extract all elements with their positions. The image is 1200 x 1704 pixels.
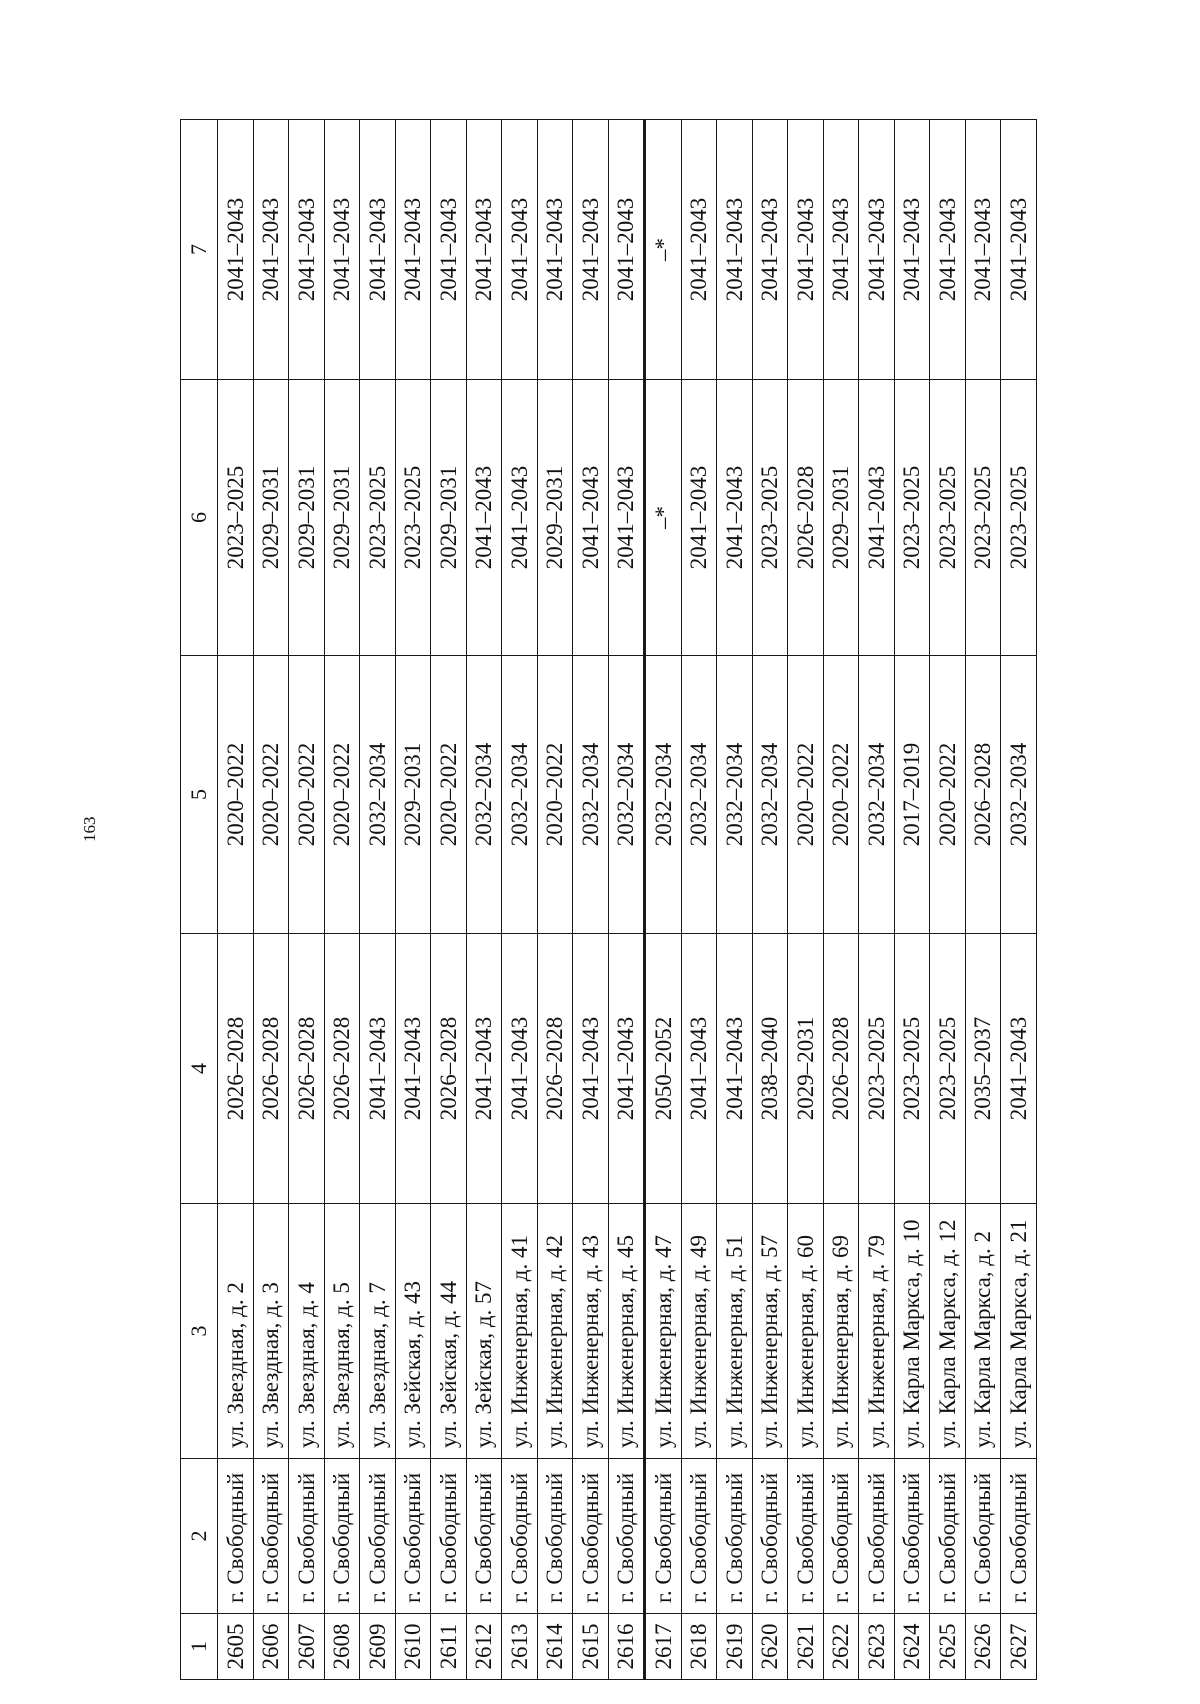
period-cell-4: 2026–2028 [324, 934, 360, 1204]
row-number-cell: 2612 [466, 1614, 502, 1680]
address-cell: ул. Инженерная, д. 45 [608, 1204, 645, 1459]
period-cell-6: 2023–2025 [360, 380, 396, 656]
header-cell: 3 [181, 1204, 218, 1459]
row-number-cell: 2608 [324, 1614, 360, 1680]
period-cell-4: 2023–2025 [859, 934, 895, 1204]
city-cell: г. Свободный [218, 1459, 254, 1614]
period-cell-4: 2038–2040 [752, 934, 788, 1204]
city-cell: г. Свободный [930, 1459, 966, 1614]
period-cell-7: 2041–2043 [965, 120, 1001, 380]
row-number-cell: 2619 [717, 1614, 753, 1680]
table-row [218, 120, 254, 1680]
schedule-table [180, 119, 1037, 1680]
period-cell-4: 2041–2043 [395, 934, 431, 1204]
row-number-cell: 2621 [788, 1614, 824, 1680]
table-row [289, 120, 325, 1680]
period-cell-4: 2026–2028 [537, 934, 573, 1204]
period-cell-5: 2020–2022 [537, 656, 573, 934]
table-row [788, 120, 824, 1680]
period-cell-7: 2041–2043 [608, 120, 645, 380]
city-cell: г. Свободный [681, 1459, 717, 1614]
period-cell-4: 2026–2028 [823, 934, 859, 1204]
period-cell-6: 2029–2031 [253, 380, 289, 656]
period-cell-6: 2023–2025 [965, 380, 1001, 656]
period-cell-5: 2032–2034 [608, 656, 645, 934]
city-cell: г. Свободный [1001, 1459, 1037, 1614]
period-cell-6: 2029–2031 [431, 380, 467, 656]
period-cell-5: 2029–2031 [395, 656, 431, 934]
period-cell-7: 2041–2043 [681, 120, 717, 380]
period-cell-4: 2041–2043 [573, 934, 609, 1204]
table-row [681, 120, 717, 1680]
table-row [717, 120, 753, 1680]
table-row [1001, 120, 1037, 1680]
period-cell-6: 2041–2043 [717, 380, 753, 656]
period-cell-5: 2032–2034 [360, 656, 396, 934]
table-row [360, 120, 396, 1680]
period-cell-6: 2026–2028 [788, 380, 824, 656]
period-cell-6: 2023–2025 [930, 380, 966, 656]
period-cell-4: 2023–2025 [894, 934, 930, 1204]
table-row [965, 120, 1001, 1680]
period-cell-7: –* [645, 120, 682, 380]
address-cell: ул. Зейская, д. 57 [466, 1204, 502, 1459]
period-cell-4: 2026–2028 [253, 934, 289, 1204]
row-number-cell: 2611 [431, 1614, 467, 1680]
period-cell-7: 2041–2043 [573, 120, 609, 380]
period-cell-5: 2032–2034 [573, 656, 609, 934]
address-cell: ул. Инженерная, д. 43 [573, 1204, 609, 1459]
period-cell-6: 2023–2025 [894, 380, 930, 656]
period-cell-6: –* [645, 380, 682, 656]
period-cell-7: 2041–2043 [859, 120, 895, 380]
period-cell-5: 2020–2022 [324, 656, 360, 934]
period-cell-4: 2041–2043 [681, 934, 717, 1204]
address-cell: ул. Инженерная, д. 41 [502, 1204, 538, 1459]
address-cell: ул. Карла Маркса, д. 2 [965, 1204, 1001, 1459]
period-cell-7: 2041–2043 [537, 120, 573, 380]
row-number-cell: 2622 [823, 1614, 859, 1680]
period-cell-6: 2023–2025 [1001, 380, 1037, 656]
period-cell-7: 2041–2043 [1001, 120, 1037, 380]
table-row [395, 120, 431, 1680]
row-number-cell: 2626 [965, 1614, 1001, 1680]
table-row [502, 120, 538, 1680]
period-cell-4: 2041–2043 [1001, 934, 1037, 1204]
table-row [466, 120, 502, 1680]
period-cell-5: 2032–2034 [466, 656, 502, 934]
header-cell: 2 [181, 1459, 218, 1614]
address-cell: ул. Зейская, д. 43 [395, 1204, 431, 1459]
row-number-cell: 2620 [752, 1614, 788, 1680]
address-cell: ул. Инженерная, д. 51 [717, 1204, 753, 1459]
header-cell: 5 [181, 656, 218, 934]
row-number-cell: 2624 [894, 1614, 930, 1680]
table-row [431, 120, 467, 1680]
city-cell: г. Свободный [253, 1459, 289, 1614]
city-cell: г. Свободный [324, 1459, 360, 1614]
table-row [537, 120, 573, 1680]
row-number-cell: 2614 [537, 1614, 573, 1680]
period-cell-6: 2023–2025 [218, 380, 254, 656]
table-row [823, 120, 859, 1680]
period-cell-4: 2026–2028 [218, 934, 254, 1204]
address-cell: ул. Инженерная, д. 60 [788, 1204, 824, 1459]
period-cell-4: 2026–2028 [431, 934, 467, 1204]
period-cell-7: 2041–2043 [289, 120, 325, 380]
period-cell-7: 2041–2043 [752, 120, 788, 380]
header-cell: 1 [181, 1614, 218, 1680]
period-cell-7: 2041–2043 [466, 120, 502, 380]
header-row [181, 120, 218, 1680]
row-number-cell: 2609 [360, 1614, 396, 1680]
period-cell-6: 2041–2043 [681, 380, 717, 656]
city-cell: г. Свободный [431, 1459, 467, 1614]
period-cell-5: 2032–2034 [681, 656, 717, 934]
period-cell-5: 2032–2034 [502, 656, 538, 934]
row-number-cell: 2625 [930, 1614, 966, 1680]
period-cell-6: 2041–2043 [502, 380, 538, 656]
period-cell-7: 2041–2043 [930, 120, 966, 380]
city-cell: г. Свободный [823, 1459, 859, 1614]
header-cell: 6 [181, 380, 218, 656]
period-cell-6: 2029–2031 [823, 380, 859, 656]
period-cell-4: 2041–2043 [608, 934, 645, 1204]
period-cell-4: 2041–2043 [466, 934, 502, 1204]
table-row [324, 120, 360, 1680]
row-number-cell: 2613 [502, 1614, 538, 1680]
row-number-cell: 2610 [395, 1614, 431, 1680]
address-cell: ул. Инженерная, д. 42 [537, 1204, 573, 1459]
period-cell-4: 2029–2031 [788, 934, 824, 1204]
period-cell-5: 2032–2034 [1001, 656, 1037, 934]
period-cell-5: 2020–2022 [253, 656, 289, 934]
address-cell: ул. Инженерная, д. 69 [823, 1204, 859, 1459]
address-cell: ул. Инженерная, д. 47 [645, 1204, 682, 1459]
period-cell-7: 2041–2043 [360, 120, 396, 380]
row-number-cell: 2623 [859, 1614, 895, 1680]
row-number-cell: 2605 [218, 1614, 254, 1680]
period-cell-7: 2041–2043 [823, 120, 859, 380]
city-cell: г. Свободный [502, 1459, 538, 1614]
address-cell: ул. Карла Маркса, д. 21 [1001, 1204, 1037, 1459]
period-cell-7: 2041–2043 [324, 120, 360, 380]
period-cell-6: 2029–2031 [537, 380, 573, 656]
period-cell-5: 2020–2022 [788, 656, 824, 934]
table-row [752, 120, 788, 1680]
period-cell-6: 2023–2025 [395, 380, 431, 656]
city-cell: г. Свободный [788, 1459, 824, 1614]
header-cell: 7 [181, 120, 218, 380]
period-cell-5: 2032–2034 [717, 656, 753, 934]
address-cell: ул. Инженерная, д. 79 [859, 1204, 895, 1459]
table-row [253, 120, 289, 1680]
period-cell-4: 2023–2025 [930, 934, 966, 1204]
page-number: 163 [80, 816, 99, 842]
city-cell: г. Свободный [859, 1459, 895, 1614]
city-cell: г. Свободный [289, 1459, 325, 1614]
city-cell: г. Свободный [894, 1459, 930, 1614]
period-cell-7: 2041–2043 [395, 120, 431, 380]
period-cell-7: 2041–2043 [218, 120, 254, 380]
city-cell: г. Свободный [360, 1459, 396, 1614]
period-cell-7: 2041–2043 [788, 120, 824, 380]
period-cell-6: 2029–2031 [324, 380, 360, 656]
table-row [859, 120, 895, 1680]
period-cell-6: 2041–2043 [859, 380, 895, 656]
period-cell-4: 2041–2043 [360, 934, 396, 1204]
period-cell-5: 2026–2028 [965, 656, 1001, 934]
period-cell-4: 2041–2043 [717, 934, 753, 1204]
period-cell-5: 2020–2022 [289, 656, 325, 934]
row-number-cell: 2615 [573, 1614, 609, 1680]
address-cell: ул. Зейская, д. 44 [431, 1204, 467, 1459]
period-cell-5: 2020–2022 [823, 656, 859, 934]
address-cell: ул. Звездная, д. 5 [324, 1204, 360, 1459]
period-cell-6: 2023–2025 [752, 380, 788, 656]
city-cell: г. Свободный [537, 1459, 573, 1614]
period-cell-5: 2032–2034 [752, 656, 788, 934]
period-cell-6: 2041–2043 [608, 380, 645, 656]
address-cell: ул. Карла Маркса, д. 10 [894, 1204, 930, 1459]
period-cell-5: 2020–2022 [431, 656, 467, 934]
period-cell-6: 2041–2043 [573, 380, 609, 656]
city-cell: г. Свободный [395, 1459, 431, 1614]
city-cell: г. Свободный [752, 1459, 788, 1614]
period-cell-6: 2029–2031 [289, 380, 325, 656]
period-cell-5: 2017–2019 [894, 656, 930, 934]
row-number-cell: 2606 [253, 1614, 289, 1680]
address-cell: ул. Звездная, д. 2 [218, 1204, 254, 1459]
period-cell-7: 2041–2043 [431, 120, 467, 380]
period-cell-5: 2032–2034 [859, 656, 895, 934]
table-body [181, 120, 1037, 1680]
period-cell-4: 2026–2028 [289, 934, 325, 1204]
city-cell: г. Свободный [608, 1459, 645, 1614]
address-cell: ул. Карла Маркса, д. 12 [930, 1204, 966, 1459]
header-cell: 4 [181, 934, 218, 1204]
address-cell: ул. Звездная, д. 3 [253, 1204, 289, 1459]
city-cell: г. Свободный [965, 1459, 1001, 1614]
row-number-cell: 2617 [645, 1614, 682, 1680]
period-cell-6: 2041–2043 [466, 380, 502, 656]
row-number-cell: 2618 [681, 1614, 717, 1680]
period-cell-7: 2041–2043 [253, 120, 289, 380]
row-number-cell: 2627 [1001, 1614, 1037, 1680]
period-cell-7: 2041–2043 [894, 120, 930, 380]
period-cell-7: 2041–2043 [502, 120, 538, 380]
table-row [608, 120, 645, 1680]
table-row [573, 120, 609, 1680]
row-number-cell: 2607 [289, 1614, 325, 1680]
row-number-cell: 2616 [608, 1614, 645, 1680]
table-row [894, 120, 930, 1680]
period-cell-4: 2035–2037 [965, 934, 1001, 1204]
city-cell: г. Свободный [717, 1459, 753, 1614]
rotated-table-container [180, 120, 1160, 1680]
city-cell: г. Свободный [645, 1459, 682, 1614]
table-row [930, 120, 966, 1680]
city-cell: г. Свободный [573, 1459, 609, 1614]
address-cell: ул. Звездная, д. 7 [360, 1204, 396, 1459]
city-cell: г. Свободный [466, 1459, 502, 1614]
address-cell: ул. Инженерная, д. 49 [681, 1204, 717, 1459]
address-cell: ул. Звездная, д. 4 [289, 1204, 325, 1459]
period-cell-4: 2041–2043 [502, 934, 538, 1204]
period-cell-5: 2020–2022 [930, 656, 966, 934]
period-cell-5: 2020–2022 [218, 656, 254, 934]
address-cell: ул. Инженерная, д. 57 [752, 1204, 788, 1459]
period-cell-5: 2032–2034 [645, 656, 682, 934]
period-cell-7: 2041–2043 [717, 120, 753, 380]
period-cell-4: 2050–2052 [645, 934, 682, 1204]
table-row [645, 120, 682, 1680]
